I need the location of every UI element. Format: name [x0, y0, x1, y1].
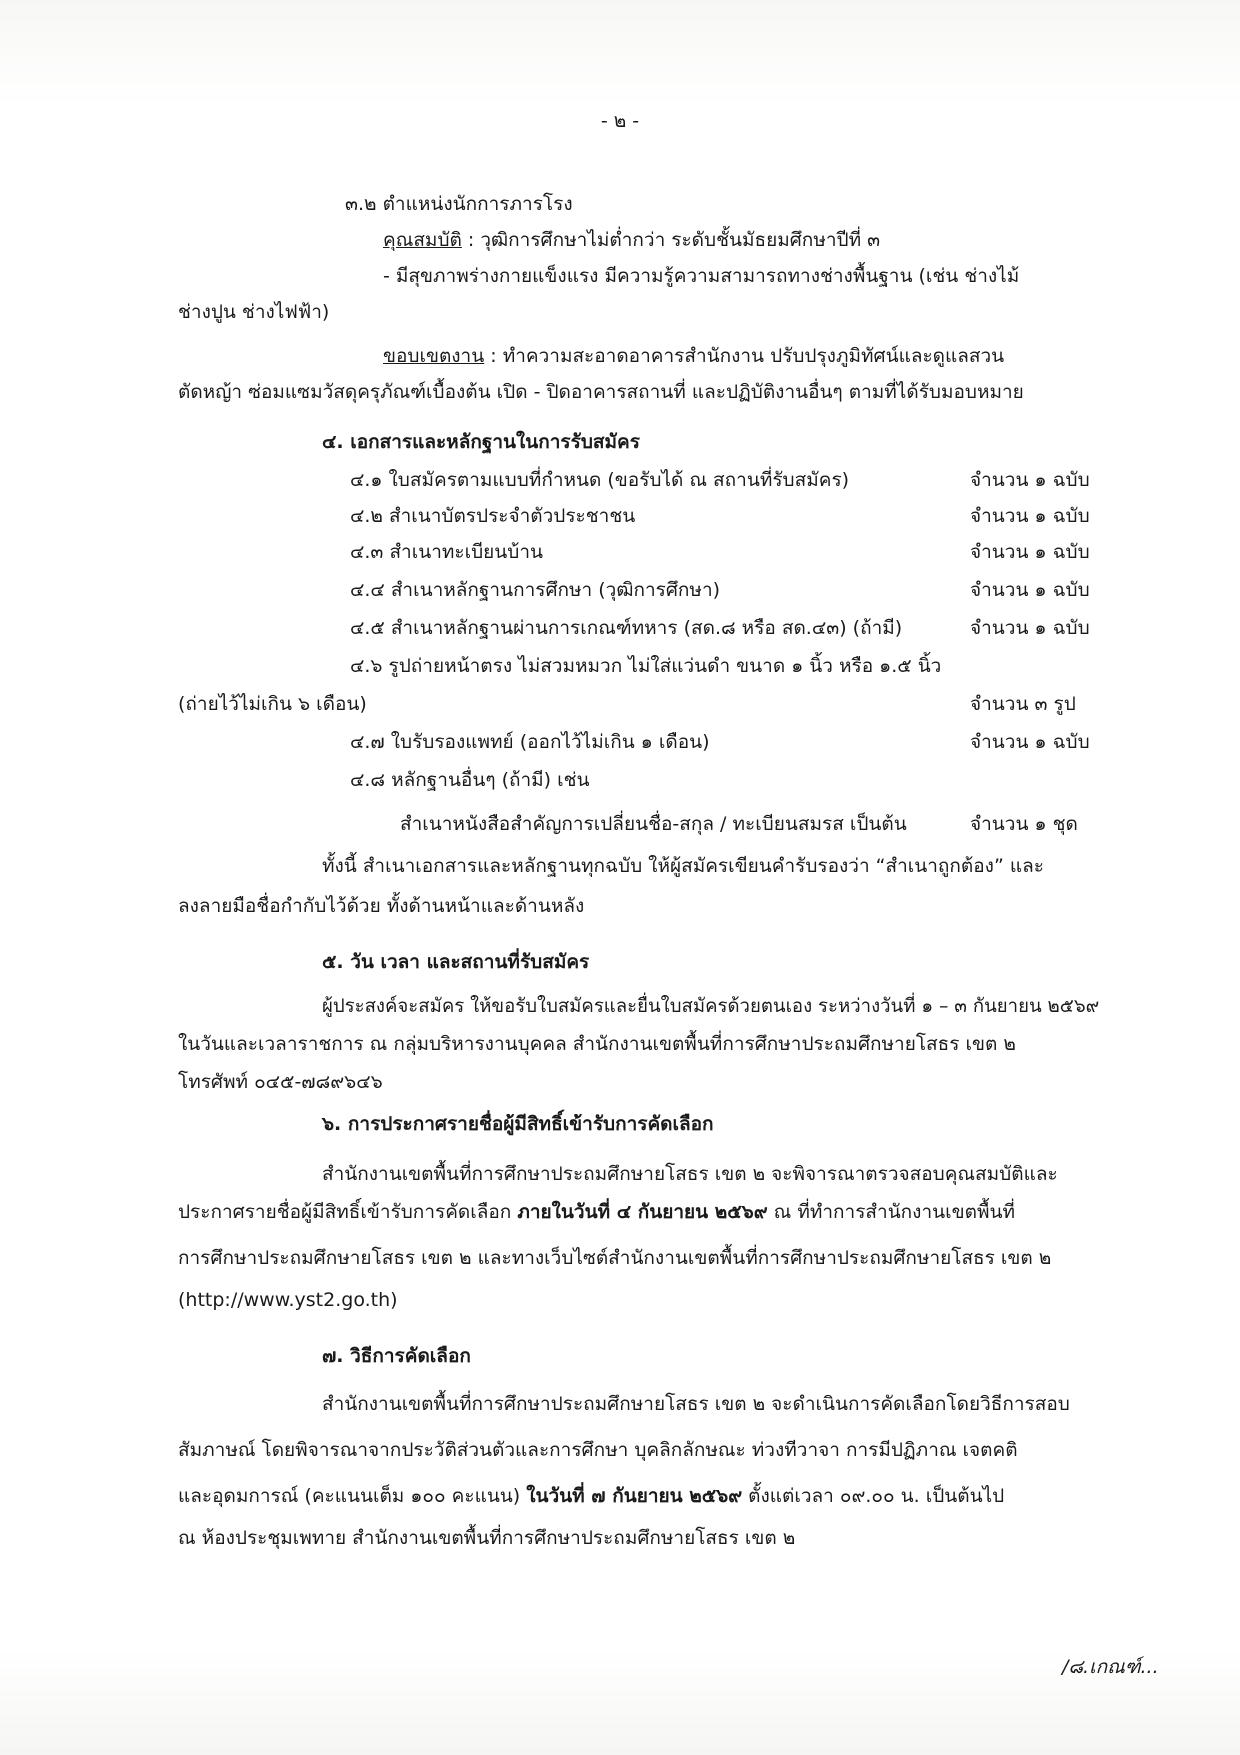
section-6-line-2c: ณ ที่ทำการสำนักงานเขตพื้นที่ [767, 1201, 1015, 1223]
doc-item-8: ๔.๘ หลักฐานอื่นๆ (ถ้ามี) เช่น [350, 769, 590, 791]
section-5-line-1: ผู้ประสงค์จะสมัคร ให้ขอรับใบสมัครและยื่นใบสมัครด้วยตนเอง ระหว่างวันที่ ๑ – ๓ กันยายน ๒๕๖๙ [322, 995, 1100, 1017]
section-7-heading: ๗. วิธีการคัดเลือก [322, 1345, 471, 1367]
section-3-2-heading: ๓.๒ ตำแหน่งนักการภารโรง [345, 193, 573, 215]
doc-item-4: ๔.๔ สำเนาหลักฐานการศึกษา (วุฒิการศึกษา) [350, 579, 721, 601]
doc-item-8-amount: จำนวน ๑ ชุด [970, 813, 1078, 835]
doc-item-2: ๔.๒ สำเนาบัตรประจำตัวประชาชน [350, 505, 636, 527]
section-6-line-2 [178, 1198, 1015, 1226]
doc-item-1: ๔.๑ ใบสมัครตามแบบที่กำหนด (ขอรับได้ ณ สถานที่รับสมัคร) [350, 469, 850, 491]
qualification-line-3: ช่างปูน ช่างไฟฟ้า) [178, 301, 330, 323]
qualification-line [383, 226, 880, 254]
qualification-text: : วุฒิการศึกษาไม่ต่ำกว่า ระดับชั้นมัธยมศึกษาปีที่ ๓ [461, 229, 881, 251]
page-number: - ๒ - [600, 110, 640, 132]
announcement-date: ภายในวันที่ ๔ กันยายน ๒๕๖๙ [517, 1201, 768, 1223]
qualification-label: คุณสมบัติ [383, 229, 462, 251]
doc-item-8-sub: สำเนาหนังสือสำคัญการเปลี่ยนชื่อ-สกุล / ทะเบียนสมรส เป็นต้น [400, 813, 907, 835]
section-7-line-1: สำนักงานเขตพื้นที่การศึกษาประถมศึกษายโสธร เขต ๒ จะดำเนินการคัดเลือกโดยวิธีการสอบ [322, 1393, 1070, 1415]
doc-item-3: ๔.๓ สำเนาทะเบียนบ้าน [350, 541, 543, 563]
section-7-line-3a: และอุดมการณ์ (คะแนนเต็ม ๑๐๐ คะแนน) [178, 1485, 527, 1507]
doc-item-7-amount: จำนวน ๑ ฉบับ [970, 731, 1090, 753]
doc-item-1-amount: จำนวน ๑ ฉบับ [970, 469, 1090, 491]
selection-date: ในวันที่ ๗ กันยายน ๒๕๖๙ [526, 1485, 743, 1507]
doc-item-2-amount: จำนวน ๑ ฉบับ [970, 505, 1090, 527]
doc-item-5-amount: จำนวน ๑ ฉบับ [970, 617, 1090, 639]
section-6-line-2a: ประกาศรายชื่อผู้มีสิทธิ์เข้ารับการคัดเลือก [178, 1201, 518, 1223]
doc-item-6-line-1: ๔.๖ รูปถ่ายหน้าตรง ไม่สวมหมวก ไม่ใส่แว่นดำ ขนาด ๑ นิ้ว หรือ ๑.๕ นิ้ว [350, 655, 942, 677]
section-4-heading: ๔. เอกสารและหลักฐานในการรับสมัคร [322, 431, 640, 453]
doc-item-4-amount: จำนวน ๑ ฉบับ [970, 579, 1090, 601]
doc-item-5: ๔.๕ สำเนาหลักฐานผ่านการเกณฑ์ทหาร (สด.๘ หรือ สด.๔๓) (ถ้ามี) [350, 617, 903, 639]
section-5-line-2: ในวันและเวลาราชการ ณ กลุ่มบริหารงานบุคคล สำนักงานเขตพื้นที่การศึกษาประถมศึกษายโสธร เขต ๒ [178, 1033, 1016, 1055]
section-7-line-2: สัมภาษณ์ โดยพิจารณาจากประวัติส่วนตัวและการศึกษา บุคลิกลักษณะ ท่วงทีวาจา การมีปฏิภาณ เจตคติ [178, 1439, 1018, 1461]
doc-item-7: ๔.๗ ใบรับรองแพทย์ (ออกไว้ไม่เกิน ๑ เดือน) [350, 731, 710, 753]
section-5-heading: ๕. วัน เวลา และสถานที่รับสมัคร [322, 951, 590, 973]
section-6-line-3: การศึกษาประถมศึกษายโสธร เขต ๒ และทางเว็บไซต์สำนักงานเขตพื้นที่การศึกษาประถมศึกษายโสธร เขต ๒ [178, 1247, 1052, 1269]
section-7-line-3 [178, 1482, 1004, 1510]
section-6-line-1: สำนักงานเขตพื้นที่การศึกษาประถมศึกษายโสธร เขต ๒ จะพิจารณาตรวจสอบคุณสมบัติและ [322, 1163, 1058, 1185]
doc-item-6-amount: จำนวน ๓ รูป [970, 693, 1076, 715]
doc-item-6-line-2: (ถ่ายไว้ไม่เกิน ๖ เดือน) [178, 693, 367, 715]
continuation-marker: /๘.เกณฑ์... [1062, 1656, 1159, 1678]
section-7-line-4: ณ ห้องประชุมเพทาย สำนักงานเขตพื้นที่การศึกษาประถมศึกษายโสธร เขต ๒ [178, 1527, 796, 1549]
section-5-line-3: โทรศัพท์ ๐๔๕-๗๘๙๖๔๖ [178, 1071, 383, 1093]
qualification-line-2: - มีสุขภาพร่างกายแข็งแรง มีความรู้ความสามารถทางช่างพื้นฐาน (เช่น ช่างไม้ [383, 265, 1020, 287]
scope-label: ขอบเขตงาน [383, 345, 485, 367]
note-line-1: ทั้งนี้ สำเนาเอกสารและหลักฐานทุกฉบับ ให้ผู้สมัครเขียนคำรับรองว่า “สำเนาถูกต้อง” และ [322, 855, 1044, 877]
section-6-heading: ๖. การประกาศรายชื่อผู้มีสิทธิ์เข้ารับการคัดเลือก [322, 1113, 714, 1135]
scope-text: : ทำความสะอาดอาคารสำนักงาน ปรับปรุงภูมิทัศน์และดูแลสวน [484, 345, 1005, 367]
note-line-2: ลงลายมือชื่อกำกับไว้ด้วย ทั้งด้านหน้าและด้านหลัง [178, 895, 585, 917]
scope-line [383, 342, 1004, 370]
website-url: (http://www.yst2.go.th) [178, 1289, 398, 1311]
doc-item-3-amount: จำนวน ๑ ฉบับ [970, 541, 1090, 563]
scope-line-2: ตัดหญ้า ซ่อมแซมวัสดุครุภัณฑ์เบื้องต้น เปิด - ปิดอาคารสถานที่ และปฏิบัติงานอื่นๆ ตามที่ได้รับมอบหมาย [178, 381, 1024, 403]
section-7-line-3c: ตั้งแต่เวลา ๐๙.๐๐ น. เป็นต้นไป [742, 1485, 1005, 1507]
